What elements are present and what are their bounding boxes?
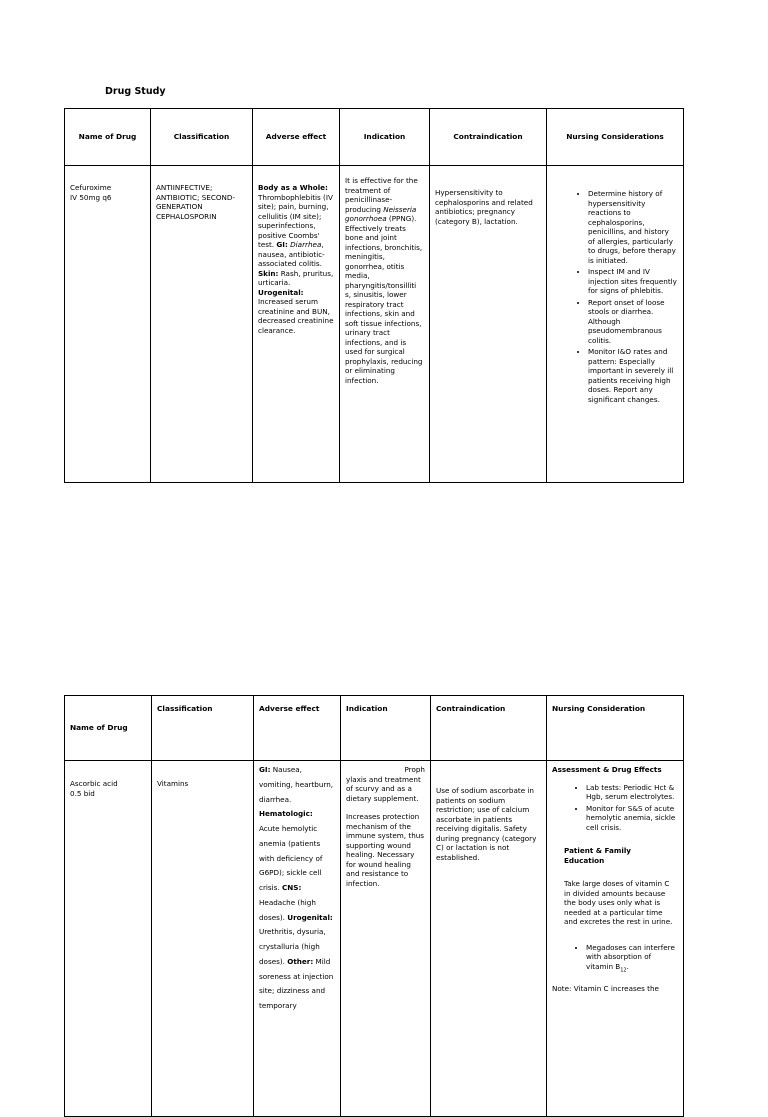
- cell-adverse-effect: [253, 166, 340, 483]
- ae-label-cns: CNS:: [281, 883, 302, 893]
- ae-text-hematologic: Acute hemolytic anemia (patients with deficiency of G6PD); sickle cell crisis.: [259, 824, 323, 893]
- cell-contraindication: [431, 761, 547, 1117]
- ae-text-other: Mild soreness at injection site; dizziness and temporary: [259, 956, 334, 1011]
- cell-nursing-consideration: [547, 761, 684, 1117]
- header-classification: Classification: [151, 109, 253, 166]
- indication-text-2: (PPNG). Effectively treats bone and joint infections, bronchitis, meningitis, gonorrhea, otitis media, pharyngitis/tonsilliti s, sinusitis, lower respiratory tract infections, skin and soft tissue infections, urinary tract infections, and is used for surgical prophylaxis, reducing or eliminating infection.: [345, 214, 423, 385]
- indication-proph: Proph: [404, 765, 425, 774]
- header-contraindication: Contraindication: [430, 109, 547, 166]
- table-header-row: [65, 109, 684, 166]
- header-indication: Indication: [341, 696, 431, 761]
- ae-label-other: Other:: [287, 956, 314, 966]
- ae-label-skin: Skin:: [258, 268, 279, 278]
- drug-name: Cefuroxime: [70, 183, 112, 192]
- cell-contraindication: [430, 166, 547, 483]
- classification-text: Vitamins: [157, 779, 189, 788]
- ae-label-urogenital: Urogenital:: [287, 912, 333, 922]
- ae-text-gi: , nausea, antibiotic-associated colitis.: [258, 240, 325, 268]
- nursing-list: [552, 189, 678, 404]
- header-classification: Classification: [152, 696, 254, 761]
- contraindication-text: Use of sodium ascorbate in patients on sodium restriction; use of calcium ascorbate in patients receiving digitalis. Safety during pregnancy (category C) or lactation is not established.: [436, 786, 537, 862]
- ae-label-hematologic: Hematologic:: [259, 809, 313, 819]
- header-nursing-considerations: Nursing Considerations: [547, 109, 684, 166]
- indication-text-1: ylaxis and treatment of scurvy and as a dietary supplement.: [346, 774, 421, 803]
- list-item: • Report onset of loose stools or diarrhea. Although pseudomembranous colitis.: [588, 298, 678, 346]
- nc-heading-assessment: Assessment & Drug Effects: [552, 765, 662, 774]
- nc-megadose-end: .: [626, 961, 629, 971]
- cell-indication: [340, 166, 430, 483]
- header-name-of-drug: [65, 696, 152, 761]
- cell-adverse-effect: [254, 761, 341, 1117]
- table-row: [65, 761, 684, 1117]
- drug-dose: IV 50mg q6: [70, 192, 112, 202]
- ae-text-skin: Rash, pruritus, urticaria.: [258, 268, 334, 287]
- drug-dose: 0.5 bid: [70, 788, 95, 798]
- ae-text-urogenital: Urethritis, dysuria, crystalluria (high doses).: [259, 927, 326, 966]
- header-name-of-drug-label: Name of Drug: [70, 723, 128, 733]
- cell-classification: [152, 761, 254, 1117]
- list-item: • Lab tests: Periodic Hct & Hgb, serum electrolytes.: [586, 783, 678, 802]
- document-title: Drug Study: [105, 86, 166, 97]
- ae-text-gi: Nausea, vomiting, heartburn, diarrhea.: [259, 765, 334, 804]
- header-adverse-effect: Adverse effect: [254, 696, 341, 761]
- nc-education-paragraph: Take large doses of vitamin C in divided amounts because the body uses only what is needed at a particular time and excretes the rest in urine.: [564, 879, 673, 926]
- drug-study-table-cefuroxime: [64, 108, 684, 483]
- header-adverse-effect: Adverse effect: [253, 109, 340, 166]
- nc-megadose-text: Megadoses can interfere with absorption of vitamin B: [586, 942, 675, 971]
- contraindication-text: Hypersensitivity to cephalosporins and related antibiotics; pregnancy (category B), lactation.: [435, 188, 533, 226]
- ae-label-body: Body as a Whole:: [258, 183, 328, 192]
- cell-drug-name: [65, 761, 152, 1117]
- cell-classification: [151, 166, 253, 483]
- cell-drug-name: [65, 166, 151, 483]
- cell-indication: [341, 761, 431, 1117]
- nc-heading-education: Patient & Family Education: [564, 846, 631, 865]
- header-name-of-drug: Name of Drug: [65, 109, 151, 166]
- ae-text-body: Thrombophlebitis (IV site); pain, burning, cellulitis (IM site); superinfections, positive Coombs' test.: [258, 192, 333, 249]
- ae-label-gi: GI:: [259, 765, 271, 774]
- table-header-row: [65, 696, 684, 761]
- indication-text-italic: Neisseria gonorrhoea: [345, 204, 417, 223]
- nc-megadose-subscript: 12: [620, 966, 627, 973]
- list-item: • Monitor I&O rates and pattern: Especially important in severely ill patients receiving high doses. Report any significant changes.: [588, 347, 678, 404]
- list-item: • Inspect IM and IV injection sites frequently for signs of phlebitis.: [588, 267, 678, 296]
- table-row: [65, 166, 684, 483]
- list-item: [586, 943, 678, 974]
- classification-text: ANTIINFECTIVE; ANTIBIOTIC; SECOND-GENERATION CEPHALOSPORIN: [156, 183, 236, 221]
- cell-nursing-considerations: [547, 166, 684, 483]
- header-contraindication: Contraindication: [431, 696, 547, 761]
- list-item: • Determine history of hypersensitivity reactions to cephalosporins, penicillins, and history of allergies, particularly to drugs, before therapy is initiated.: [588, 189, 678, 265]
- ae-text-gi-italic: Diarrhea: [290, 240, 322, 249]
- nc-cut-text: Note: Vitamin C increases the: [552, 983, 659, 993]
- header-indication: Indication: [340, 109, 430, 166]
- ae-label-gi: GI:: [276, 240, 288, 249]
- header-nursing-consideration: Nursing Consideration: [547, 696, 684, 761]
- nc-education-list: [552, 943, 678, 974]
- indication-text-2: Increases protection mechanism of the immune system, thus supporting wound healing. Necessary for wound healing and resistance to infection.: [346, 812, 425, 888]
- ae-text-urogenital: Increased serum creatinine and BUN, decreased creatinine clearance.: [258, 297, 334, 335]
- list-item: • Monitor for S&S of acute hemolytic anemia, sickle cell crisis.: [586, 804, 678, 833]
- nc-assessment-list: [552, 783, 678, 833]
- ae-label-urogenital: Urogenital:: [258, 287, 304, 297]
- drug-name: Ascorbic acid: [70, 779, 118, 788]
- ae-text-cns: Headache (high doses).: [259, 897, 316, 922]
- indication-text-1: It is effective for the treatment of penicillinase-producing: [345, 176, 418, 214]
- drug-study-table-ascorbic-acid: [64, 695, 684, 1117]
